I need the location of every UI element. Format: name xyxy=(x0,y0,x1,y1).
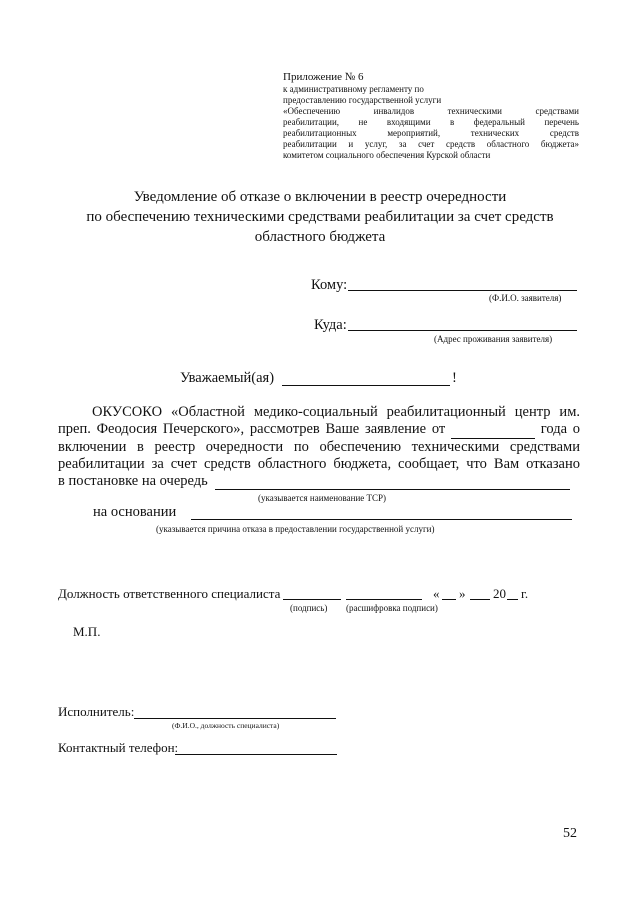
date-year-field[interactable] xyxy=(507,599,518,600)
executor-label: Исполнитель: xyxy=(58,704,135,719)
basis-label: на основании xyxy=(93,504,177,520)
body-paragraph xyxy=(58,404,580,473)
appendix-line: реабилитации и услуг, за счет средств областного бюджета» xyxy=(283,139,579,149)
phone-field[interactable] xyxy=(175,754,337,755)
document-title xyxy=(0,187,640,247)
body-line: реабилитации за счет средств областного бюджета, сообщает, что Вам отказано xyxy=(58,456,580,472)
executor-field[interactable] xyxy=(134,718,336,719)
sign-caption: (подпись) xyxy=(290,603,328,613)
title-line: областного бюджета xyxy=(254,229,386,245)
page-number: 52 xyxy=(563,826,577,841)
to-field[interactable] xyxy=(348,290,577,291)
body-line-part: года о xyxy=(540,421,581,437)
date-day-field[interactable] xyxy=(442,599,456,600)
tsr-name-field[interactable] xyxy=(215,489,570,490)
body-line: включении в реестр очередности по обеспечению техническими средствами xyxy=(58,439,580,455)
signature-field[interactable] xyxy=(283,599,341,600)
date-open: « xyxy=(433,586,440,601)
appendix-block xyxy=(283,70,579,161)
phone-label: Контактный телефон: xyxy=(58,740,179,755)
appendix-number: Приложение № 6 xyxy=(283,71,364,83)
to-caption: (Ф.И.О. заявителя) xyxy=(489,293,562,303)
body-line xyxy=(58,421,580,439)
appendix-line: предоставлению государственной услуги xyxy=(283,95,442,105)
to-label: Кому: xyxy=(311,277,348,293)
year-prefix: 20 xyxy=(493,586,506,601)
stamp-label: М.П. xyxy=(73,624,101,639)
address-caption: (Адрес проживания заявителя) xyxy=(434,334,553,344)
basis-field[interactable] xyxy=(191,519,572,520)
body-line: ОКУСОКО «Областной медико-социальный реабилитационный центр им. xyxy=(92,404,580,420)
body-line-part: преп. Феодосия Печерского», рассмотрев Ваше заявление от xyxy=(58,421,446,437)
body-line-queue: в постановке на очередь xyxy=(58,473,208,489)
appendix-line: реабилитационных мероприятий, технических средств xyxy=(283,128,579,138)
appendix-line: реабилитации, не входящими в федеральный перечень xyxy=(283,117,579,127)
title-line: Уведомление об отказе о включении в реестр очередности xyxy=(133,189,507,205)
greeting-name-field[interactable] xyxy=(282,385,450,386)
signature-decode-field[interactable] xyxy=(346,599,422,600)
greeting-label: Уважаемый(ая) xyxy=(180,370,275,386)
executor-caption: (Ф.И.О., должность специалиста) xyxy=(172,721,280,730)
appendix-line: «Обеспечению инвалидов техническими средствами xyxy=(283,106,579,116)
title-line: по обеспечению техническими средствами реабилитации за счет средств xyxy=(86,209,554,225)
basis-caption: (указывается причина отказа в предоставлении государственной услуги) xyxy=(156,524,435,534)
address-label: Куда: xyxy=(314,317,347,333)
year-suffix: г. xyxy=(521,586,529,601)
date-month-field[interactable] xyxy=(470,599,490,600)
decode-caption: (расшифровка подписи) xyxy=(346,603,438,613)
date-close: » xyxy=(459,586,466,601)
application-date-field[interactable] xyxy=(451,421,535,439)
tsr-caption: (указывается наименование ТСР) xyxy=(258,493,387,503)
greeting-end: ! xyxy=(452,370,457,386)
appendix-line: к административному регламенту по xyxy=(283,84,424,94)
position-label: Должность ответственного специалиста xyxy=(58,586,281,601)
address-field[interactable] xyxy=(348,330,577,331)
appendix-line: комитетом социального обеспечения Курской области xyxy=(283,150,491,160)
